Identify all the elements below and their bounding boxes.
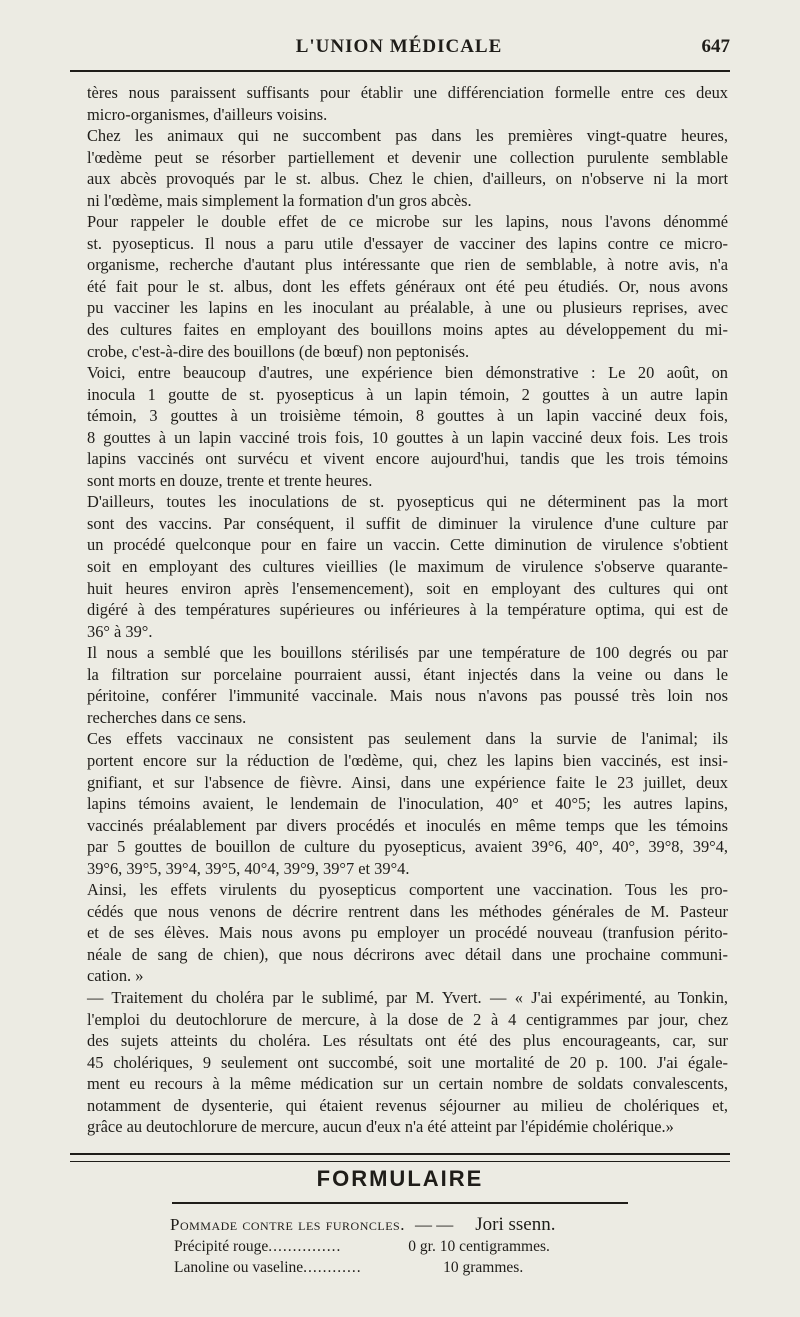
formula-dashes: — — — [414, 1215, 454, 1234]
text-line: sont morts en douze, trente et trente heures. — [87, 470, 373, 490]
paragraph — [68, 728, 728, 879]
text-line: Il nous a semblé que les bouillons stérilisés par une température de 100 degrés ou par — [87, 643, 728, 663]
ingredient-leader-dots: ............ — [303, 1259, 362, 1276]
text-line: Ainsi, les effets virulents du pyosepticus comportent une vaccination. Tous les pro- — [87, 880, 728, 900]
text-line: grâce au deutochlorure de mercure, aucun d'eux n'a été atteint par l'épidémie cholérique.» — [87, 1117, 674, 1137]
paragraph — [68, 491, 728, 642]
ingredient-row — [170, 1257, 680, 1278]
text-line: des cultures faites en employant des bouillons moins aptes au développement du mi- — [87, 320, 728, 340]
section-title-rule — [172, 1202, 628, 1204]
page-number: 647 — [701, 36, 730, 57]
text-line: portent encore sur la réduction de l'œdème, qui, chez les lapins bien vaccinés, est insi- — [87, 750, 728, 770]
paragraph — [68, 125, 728, 211]
text-line: péritoine, conférer l'immunité vaccinale. Mais nous n'avons pas poussé très loin nos — [87, 686, 728, 706]
text-line: Chez les animaux qui ne succombent pas dans les premières vingt-quatre heures, — [87, 126, 728, 146]
text-line: gnifiant, et sur l'absence de fièvre. Ainsi, dans une expérience faite le 23 juillet, deux — [87, 772, 728, 792]
section-title: FORMULAIRE — [316, 1166, 484, 1191]
text-line: Voici, entre beaucoup d'autres, une expérience bien démonstrative : Le 20 août, on — [87, 363, 728, 383]
text-line: — Traitement du choléra par le sublimé, par M. Yvert. — « J'ai expérimenté, au Tonkin, — [87, 987, 728, 1007]
article-body — [68, 82, 728, 1138]
text-line: vaccinés préalablement par divers procédés et inoculés en même temps que les témoins — [87, 815, 728, 835]
paragraph — [68, 211, 728, 362]
ingredient-name: Précipité rouge — [174, 1238, 269, 1255]
ingredient-leader-dots: ............... — [268, 1238, 342, 1255]
text-line: lapins vaccinés ont survécu et vivent encore aujourd'hui, tandis que les trois témoins — [87, 449, 728, 469]
text-line: notamment de dysenterie, qui étaient revenus séjourner au milieu de cholériques et, — [87, 1095, 728, 1115]
text-line: néale de sang de chien), que nous décrirons avec détail dans une prochaine communi- — [87, 944, 728, 964]
text-line: Ces effets vaccinaux ne consistent pas seulement dans la survie de l'animal; ils — [87, 729, 728, 749]
ingredient-quantity: 10 grammes. — [443, 1259, 524, 1276]
text-line: la filtration sur porcelaine pourraient aussi, étant injectés dans la veine ou dans le — [87, 664, 728, 684]
text-line: pu vacciner les lapins en les inoculant au préalable, à une ou plusieurs reprises, avec — [87, 298, 728, 318]
text-line: organisme, recherche d'autant plus intéressante que rien de semblable, à notre avis, n'a — [87, 255, 728, 275]
text-line: témoin, 3 gouttes à un troisième témoin, 8 gouttes à un lapin vacciné deux fois, — [87, 406, 728, 426]
text-line: des sujets atteints du choléra. Les résultats ont été des plus encourageants, car, sur — [87, 1031, 728, 1051]
text-line: digéré à des températures supérieures ou inférieures à la température optima, qui est de — [87, 600, 728, 620]
text-line: par 5 gouttes de bouillon de culture du pyosepticus, avaient 39°6, 40°, 40°, 39°8, 39°4, — [87, 837, 728, 857]
text-line: 8 gouttes à un lapin vacciné trois fois, 10 gouttes à un lapin vacciné deux fois. Les trois — [87, 427, 728, 447]
ingredient-name: Lanoline ou vaseline — [174, 1259, 304, 1276]
formula-name: Pommade contre les furoncles. — [170, 1215, 405, 1234]
text-line: crobe, c'est-à-dire des bouillons (de bœuf) non peptonisés. — [87, 341, 470, 361]
text-line: aux abcès provoqués par le st. albus. Chez le chien, d'ailleurs, on n'observe ni la mort — [87, 169, 728, 189]
text-line: et de ses élèves. Mais nous avons pu employer un procédé nouveau (tranfusion périto- — [87, 923, 728, 943]
text-line: l'emploi du deutochlorure de mercure, à la dose de 2 à 4 centigrammes par jour, chez — [87, 1009, 728, 1029]
paragraph — [68, 987, 728, 1138]
text-line: tères nous paraissent suffisants pour établir une différenciation formelle entre ces deux — [87, 83, 728, 102]
ingredient-row — [170, 1236, 680, 1257]
text-line: inocula 1 goutte de st. pyosepticus à un lapin témoin, 2 gouttes à un autre lapin — [87, 384, 728, 404]
text-line: Pour rappeler le double effet de ce microbe sur les lapins, nous l'avons dénommé — [87, 212, 728, 232]
text-line: huit heures environ après l'ensemencement), soit en employant des cultures qui ont — [87, 578, 728, 598]
text-line: ment eu recours à la même médication sur un certain nombre de soldats convalescents, — [87, 1074, 728, 1094]
text-line: 39°6, 39°5, 39°4, 39°5, 40°4, 39°9, 39°7 et 39°4. — [87, 858, 410, 878]
formula — [170, 1213, 680, 1278]
text-line: un procédé quelconque pour en faire un vaccin. Cette diminution de virulence s'obtient — [87, 535, 728, 555]
text-line: ni l'œdème, mais simplement la formation d'un gros abcès. — [87, 190, 472, 210]
text-line: D'ailleurs, toutes les inoculations de st. pyosepticus qui ne déterminent pas la mort — [87, 492, 728, 512]
formula-title-line — [170, 1213, 680, 1236]
paragraph — [68, 82, 728, 125]
text-line: l'œdème peut se résorber partiellement et devenir une collection purulente semblable — [87, 147, 728, 167]
page-header — [68, 30, 730, 70]
paragraph — [68, 362, 728, 491]
text-line: été fait pour le st. albus, dont les effets généraux ont été peu étudiés. Or, nous avons — [87, 276, 728, 296]
ingredient-quantity: 0 gr. 10 centigrammes. — [408, 1238, 550, 1255]
text-line: micro-organismes, d'ailleurs voisins. — [87, 104, 328, 124]
text-line: 45 cholériques, 9 seulement ont succombé, soit une mortalité de 20 p. 100. J'ai égale- — [87, 1052, 728, 1072]
paragraph — [68, 642, 728, 728]
text-line: st. pyosepticus. Il nous a paru utile d'essayer de vacciner des lapins contre ce micro- — [87, 233, 728, 253]
text-line: cation. » — [87, 966, 144, 986]
paragraph — [68, 879, 728, 987]
text-line: 36° à 39°. — [87, 621, 153, 641]
section-divider — [70, 1153, 730, 1162]
header-rule — [70, 70, 730, 72]
text-line: lapins témoins avaient, le lendemain de l'inoculation, 40° et 40°5; les autres lapins, — [87, 794, 728, 814]
formula-author: Jori ssenn. — [475, 1214, 556, 1235]
text-line: soit en employant des cultures vieillies (le maximum de virulence s'observe quarante- — [87, 557, 728, 577]
text-line: recherches dans ce sens. — [87, 707, 247, 727]
text-line: sont des vaccins. Par conséquent, il suffit de diminuer la virulence d'une culture par — [87, 513, 728, 533]
running-title: L'UNION MÉDICALE — [295, 36, 503, 57]
text-line: cédés que nous venons de décrire rentrent dans les méthodes générales de M. Pasteur — [87, 901, 728, 921]
